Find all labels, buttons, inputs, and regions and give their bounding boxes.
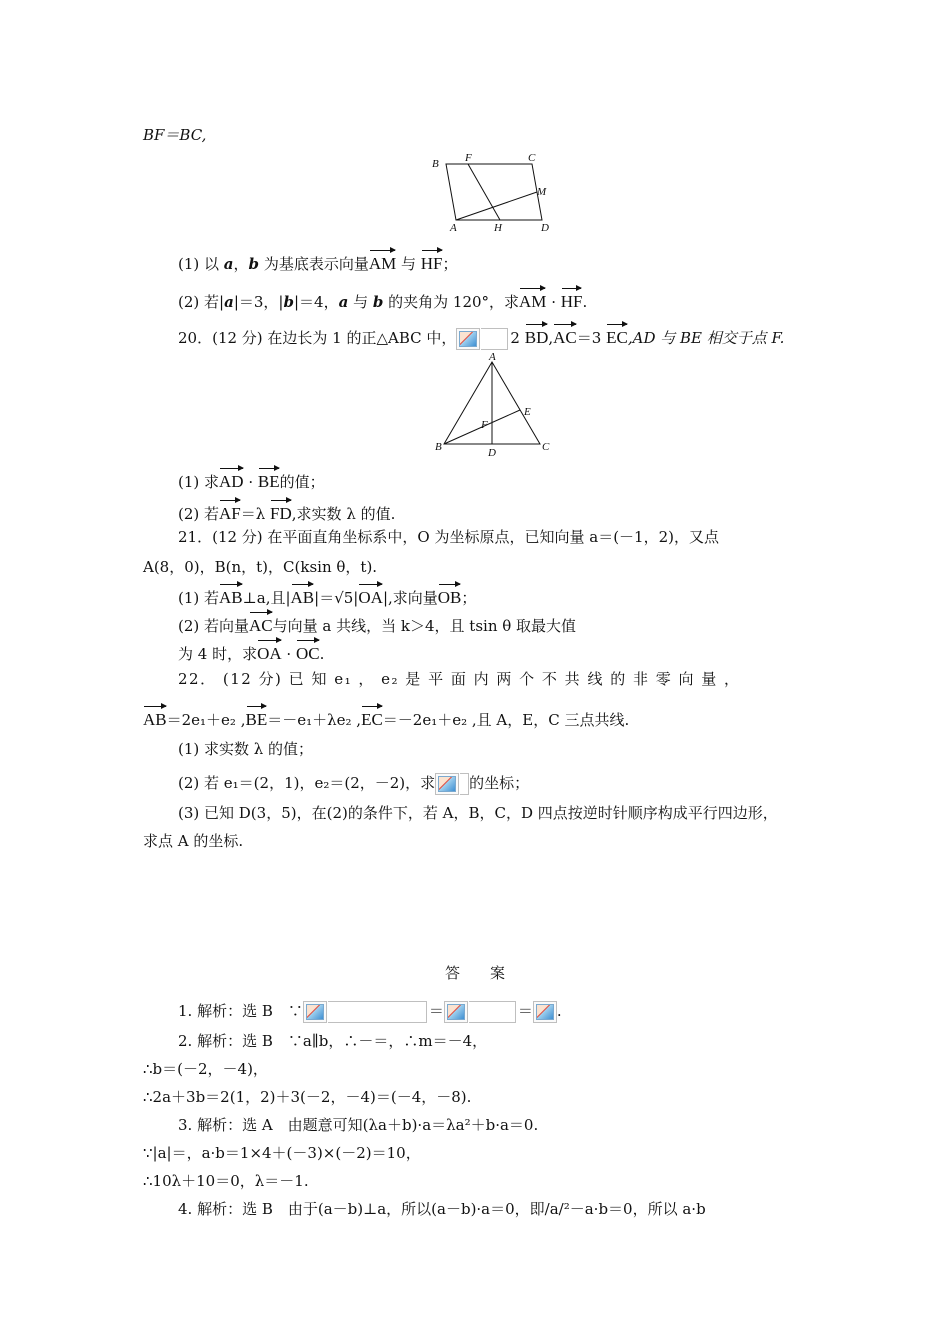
image-placeholder-icon bbox=[456, 328, 480, 350]
triangle-figure bbox=[430, 350, 560, 462]
label-C: C bbox=[542, 441, 550, 453]
label-A: A bbox=[489, 351, 496, 363]
vector-FD: FD bbox=[270, 498, 292, 525]
vector-AM: AM bbox=[369, 248, 396, 275]
label-A: A bbox=[450, 222, 457, 234]
q21-line2: A(8，0)，B(n，t)，C(ksin θ，t). bbox=[143, 558, 378, 576]
q21-part2-cont: 为 4 时，求OA · OC. bbox=[178, 638, 324, 665]
image-placeholder-icon bbox=[533, 1001, 557, 1023]
answer-1: 1. 解析：选 B ∵ ＝ ＝ . bbox=[178, 1000, 562, 1023]
answer-2-line3: ∴2a＋3b＝2(1，2)＋3(－2，－4)＝(－4，－8). bbox=[143, 1088, 472, 1106]
vector-HF: HF bbox=[421, 248, 443, 275]
q21-part2: (2) 若向量AC与向量 a 共线，当 k＞4，且 tsin θ 取最大值 bbox=[178, 610, 576, 637]
q22-part3-cont: 求点 A 的坐标. bbox=[143, 832, 244, 850]
label-H: H bbox=[494, 222, 502, 234]
answer-3-line2: ∵|a|＝，a·b＝1×4＋(－3)×(－2)＝10， bbox=[143, 1144, 421, 1162]
q20-part1: (1) 求AD · BE的值； bbox=[178, 466, 325, 493]
image-placeholder-icon bbox=[435, 773, 459, 795]
label-B: B bbox=[435, 441, 442, 453]
q20-part2: (2) 若AF＝λ FD,求实数 λ 的值. bbox=[178, 498, 395, 525]
vector-AM: AM bbox=[519, 286, 546, 313]
vector-OC: OC bbox=[296, 638, 320, 665]
q22-line2: AB＝2e₁＋e₂ ,BE＝－e₁＋λe₂ ,EC＝－2e₁＋e₂ ,且 A，E，C 三点共线. bbox=[143, 704, 629, 731]
label-D: D bbox=[488, 447, 496, 459]
parallelogram-figure bbox=[420, 150, 555, 235]
q22-part3: (3) 已知 D(3，5)，在(2)的条件下，若 A，B，C，D 四点按逆时针顺序构成平行四边形， bbox=[178, 804, 778, 822]
q21-line1: 21．(12 分) 在平面直角坐标系中，O 为坐标原点，已知向量 a＝(－1，2)，又点 bbox=[178, 528, 719, 546]
answer-4-line1: 4. 解析：选 B 由于(a－b)⊥a，所以(a－b)·a＝0，即/a/²－a·b＝0，所以 a·b bbox=[178, 1200, 706, 1218]
vector-BE: BE bbox=[258, 466, 280, 493]
vector-AD: AD bbox=[219, 466, 244, 493]
vector-AC: AC bbox=[249, 610, 273, 637]
image-placeholder-icon bbox=[303, 1001, 327, 1023]
q22-part1: (1) 求实数 λ 的值； bbox=[178, 740, 314, 758]
vector-HF: HF bbox=[561, 286, 583, 313]
vector-AF: AF bbox=[219, 498, 241, 525]
vector-BE: BE bbox=[246, 704, 268, 731]
label-E: E bbox=[524, 406, 531, 418]
image-placeholder-icon bbox=[444, 1001, 468, 1023]
q22-part2: (2) 若 e₁＝(2，1)，e₂＝(2，－2)，求 的坐标； bbox=[178, 772, 529, 795]
vector-AB: AB bbox=[291, 582, 315, 609]
vector-OB: OB bbox=[438, 582, 462, 609]
label-F: F bbox=[481, 419, 488, 431]
vector-EC: EC bbox=[606, 322, 628, 349]
label-F: F bbox=[465, 152, 472, 164]
vector-AC: AC bbox=[553, 322, 577, 349]
vector-OA: OA bbox=[358, 582, 383, 609]
answer-2-line1: 2. 解析：选 B ∵a∥b，∴－＝，∴m＝－4， bbox=[178, 1032, 488, 1050]
label-M: M bbox=[537, 186, 547, 198]
q22-line1: 22． (12 分) 已 知 e₁ ， e₂ 是 平 面 内 两 个 不 共 线 的 非 零 向 量 ， bbox=[178, 670, 741, 688]
q20-statement: 20．(12 分) 在边长为 1 的正△ABC 中， 2 BD,AC＝3 EC,AD 与 BE 相交于点 F. bbox=[178, 322, 784, 350]
label-D: D bbox=[541, 222, 549, 234]
label-B: B bbox=[432, 158, 439, 170]
vector-EC: EC bbox=[361, 704, 383, 731]
answer-3-line3: ∴10λ＋10＝0，λ＝－1. bbox=[143, 1172, 309, 1190]
q19-part1: (1) 以 a，b 为基底表示向量AM 与 HF； bbox=[178, 248, 458, 275]
answer-3-line1: 3. 解析：选 A 由题意可知(λa＋b)·a＝λa²＋b·a＝0. bbox=[178, 1116, 539, 1134]
q21-part1: (1) 若AB⊥a,且|AB|＝√5|OA|,求向量OB； bbox=[178, 582, 476, 609]
answers-title: 答 案 bbox=[444, 964, 505, 982]
q19-part2: (2) 若|a|＝3，|b|＝4，a 与 b 的夹角为 120°，求AM · HF. bbox=[178, 286, 587, 313]
vector-AB: AB bbox=[143, 704, 167, 731]
label-C: C bbox=[528, 152, 536, 164]
vector-BD: BD bbox=[525, 322, 549, 349]
vector-OA: OA bbox=[257, 638, 282, 665]
top-line: BF＝BC, bbox=[143, 126, 207, 144]
vector-AB: AB bbox=[219, 582, 243, 609]
answer-2-line2: ∴b＝(－2，－4)， bbox=[143, 1060, 268, 1078]
